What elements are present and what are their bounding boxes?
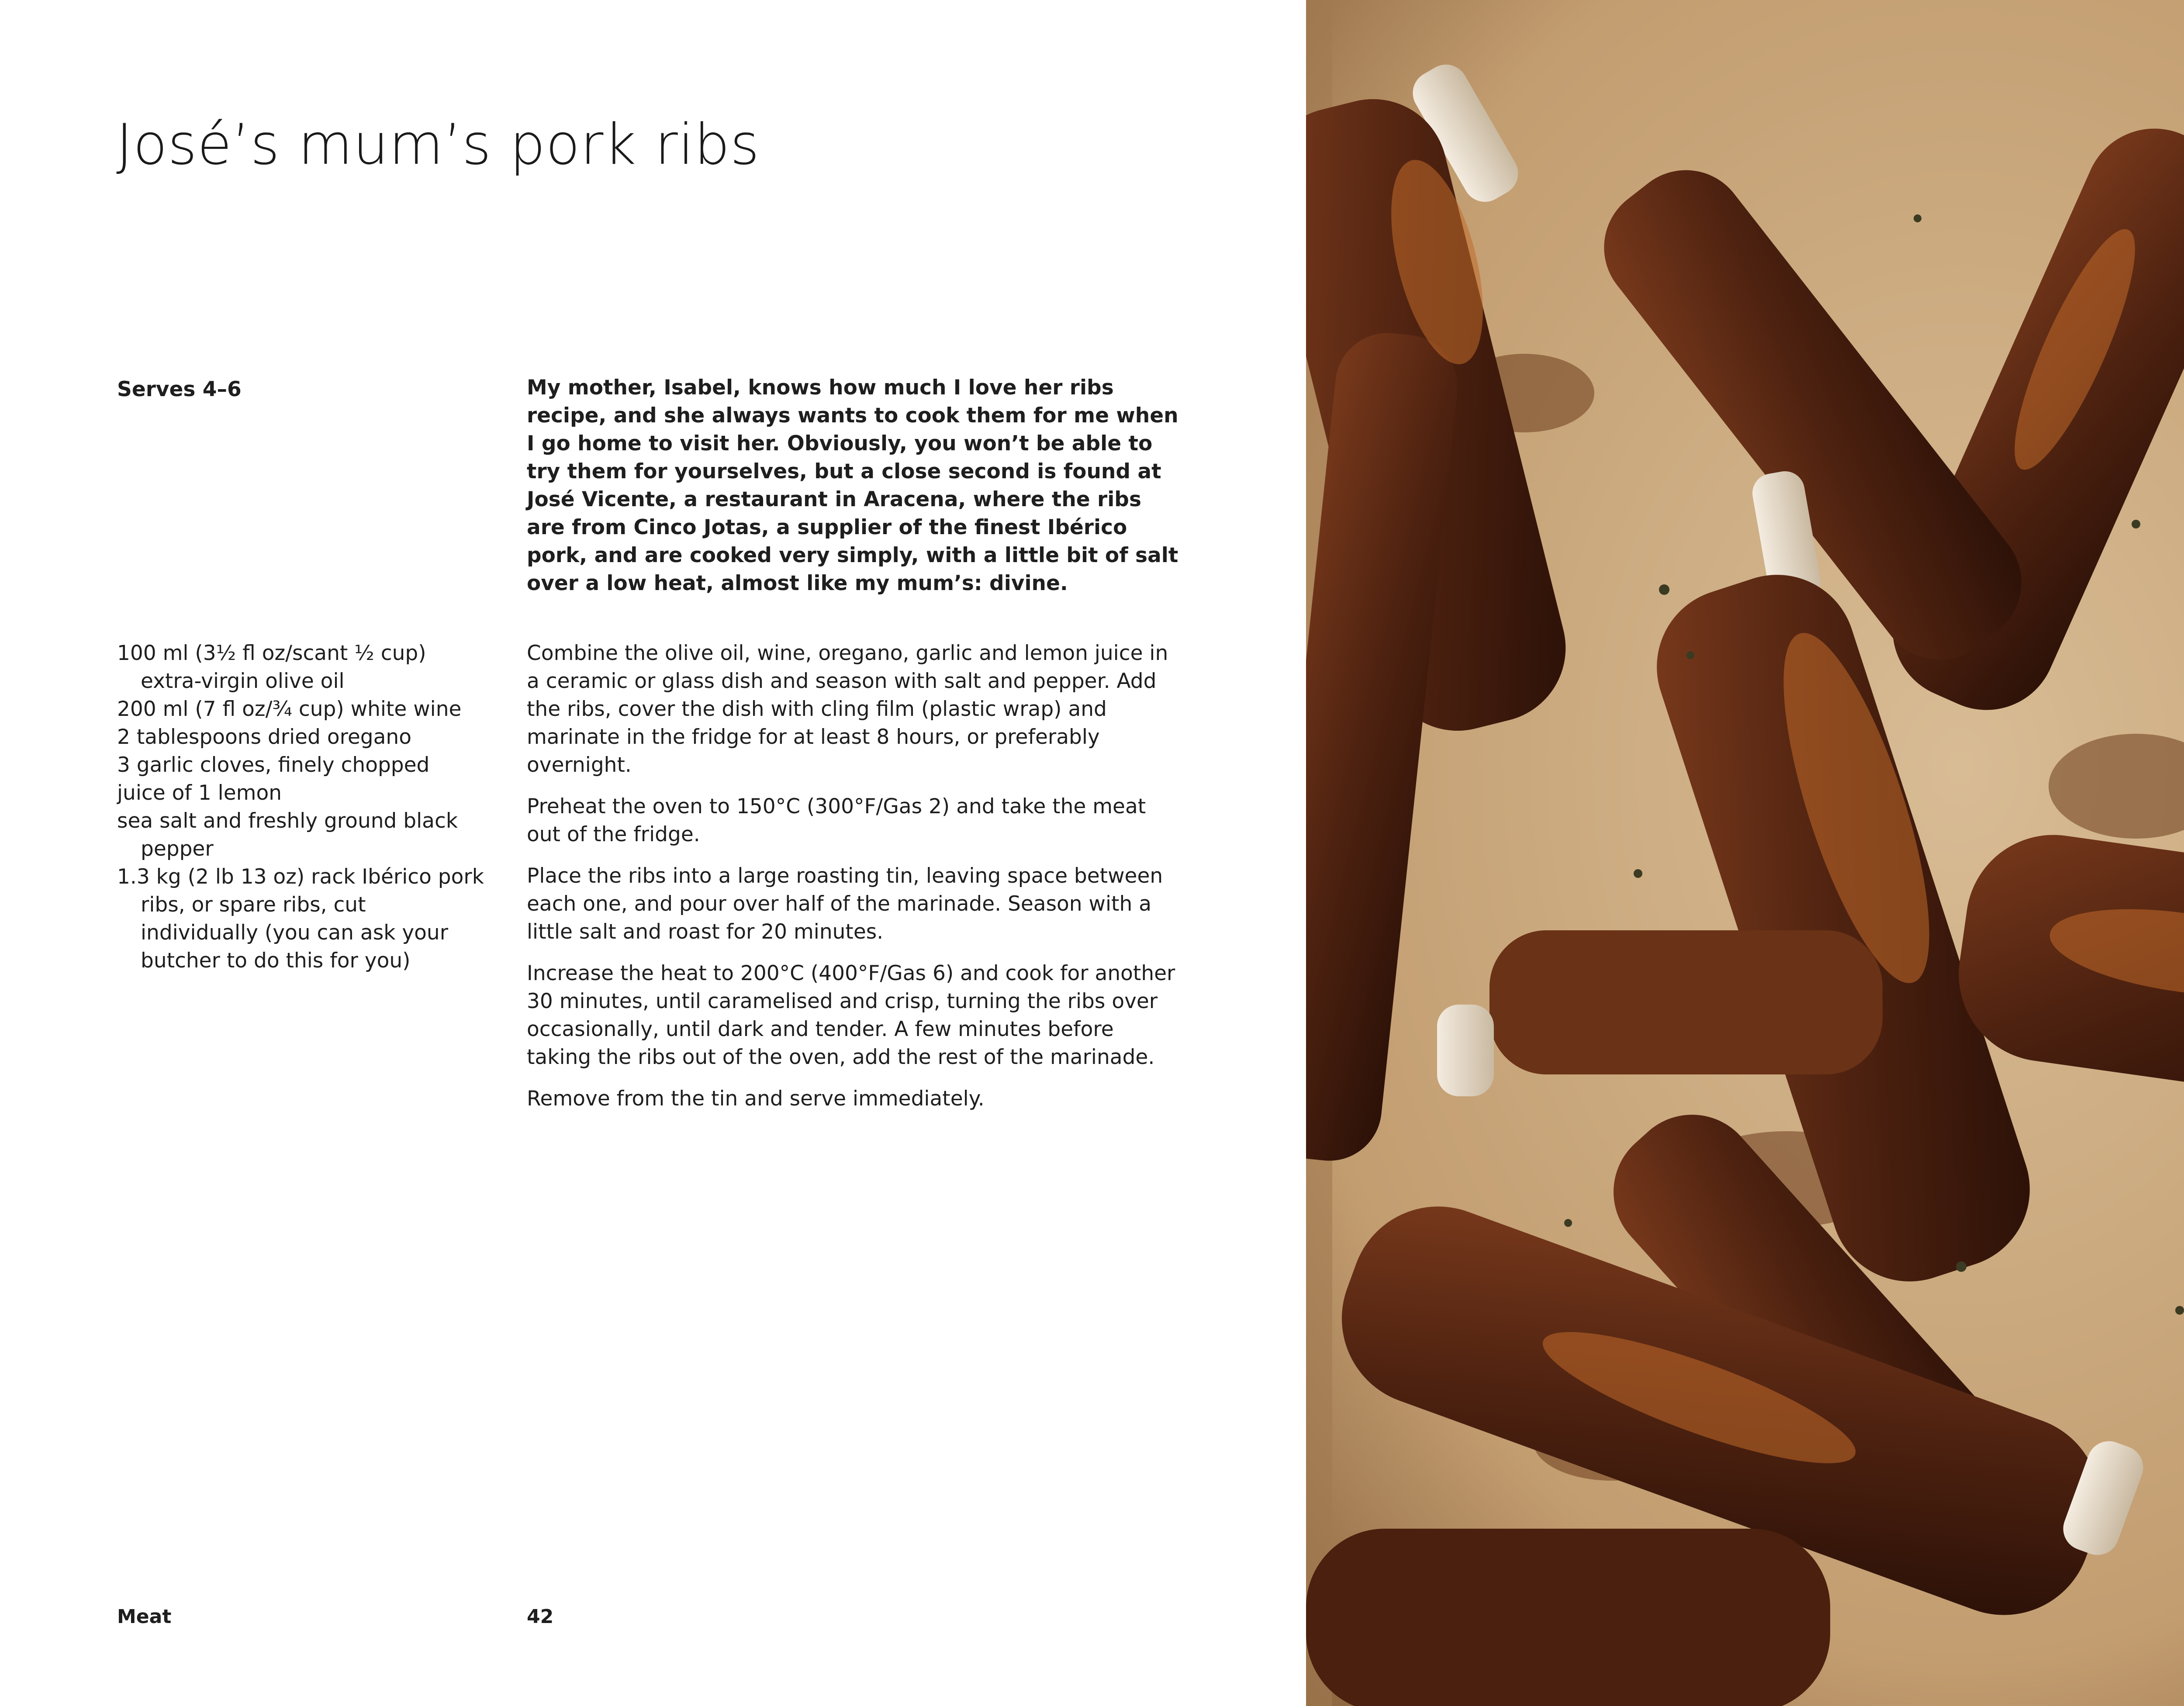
method-step: Preheat the oven to 150°C (300°F/Gas 2) and take the meat out of the fridge. xyxy=(527,794,1146,846)
ingredients-list xyxy=(117,639,488,975)
ingredient-item: sea salt and freshly ground black pepper xyxy=(117,809,458,861)
ingredient-item: 3 garlic cloves, finely chopped xyxy=(117,753,430,777)
recipe-title: José’s mum’s pork ribs xyxy=(116,112,760,177)
method-step: Combine the olive oil, wine, oregano, garlic and lemon juice in a ceramic or glass dish and season with salt and pepper. Add the ribs, cover the dish with cling film (plastic wrap) and marinate in the fridge for at least 8 hours, or preferably overnight. xyxy=(527,641,1168,777)
ingredient-item: 200 ml (7 fl oz/¾ cup) white wine xyxy=(117,697,462,721)
footer-section-name: Meat xyxy=(117,1606,172,1628)
ingredient-item: 1.3 kg (2 lb 13 oz) rack Ibérico pork ribs, or spare ribs, cut individually (you can ask your butcher to do this for you) xyxy=(117,865,484,973)
ingredient-item: 2 tablespoons dried oregano xyxy=(117,725,411,749)
ingredient-item: juice of 1 lemon xyxy=(117,781,282,805)
method-steps xyxy=(527,639,1182,1126)
recipe-photo xyxy=(1306,0,2184,1706)
intro-paragraph: My mother, Isabel, knows how much I love her ribs recipe, and she always wants to cook them for me when I go home to visit her. Obviously, you won’t be able to try them for yourselves, but a close second is found at José Vicente, a restaurant in Aracena, where the ribs are from Cinco Jotas, a supplier of the finest Ibérico pork, and are cooked very simply, with a little bit of salt over a low heat, almost like my mum’s: divine. xyxy=(527,376,1178,595)
pork-ribs-photo xyxy=(1306,0,2184,1706)
ingredient-item: 100 ml (3½ fl oz/scant ½ cup) extra-virgin olive oil xyxy=(117,641,426,693)
method-step: Increase the heat to 200°C (400°F/Gas 6) and cook for another 30 minutes, until caramelised and crisp, turning the ribs over occasionally, until dark and tender. A few minutes before taking the ribs out of the oven, add the rest of the marinade. xyxy=(527,961,1175,1069)
method-step: Place the ribs into a large roasting tin, leaving space between each one, and pour over half of the marinade. Season with a little salt and roast for 20 minutes. xyxy=(527,864,1163,944)
page-number: 42 xyxy=(527,1606,554,1628)
serves-label: Serves 4–6 xyxy=(117,377,242,401)
method-step: Remove from the tin and serve immediately. xyxy=(527,1087,985,1111)
